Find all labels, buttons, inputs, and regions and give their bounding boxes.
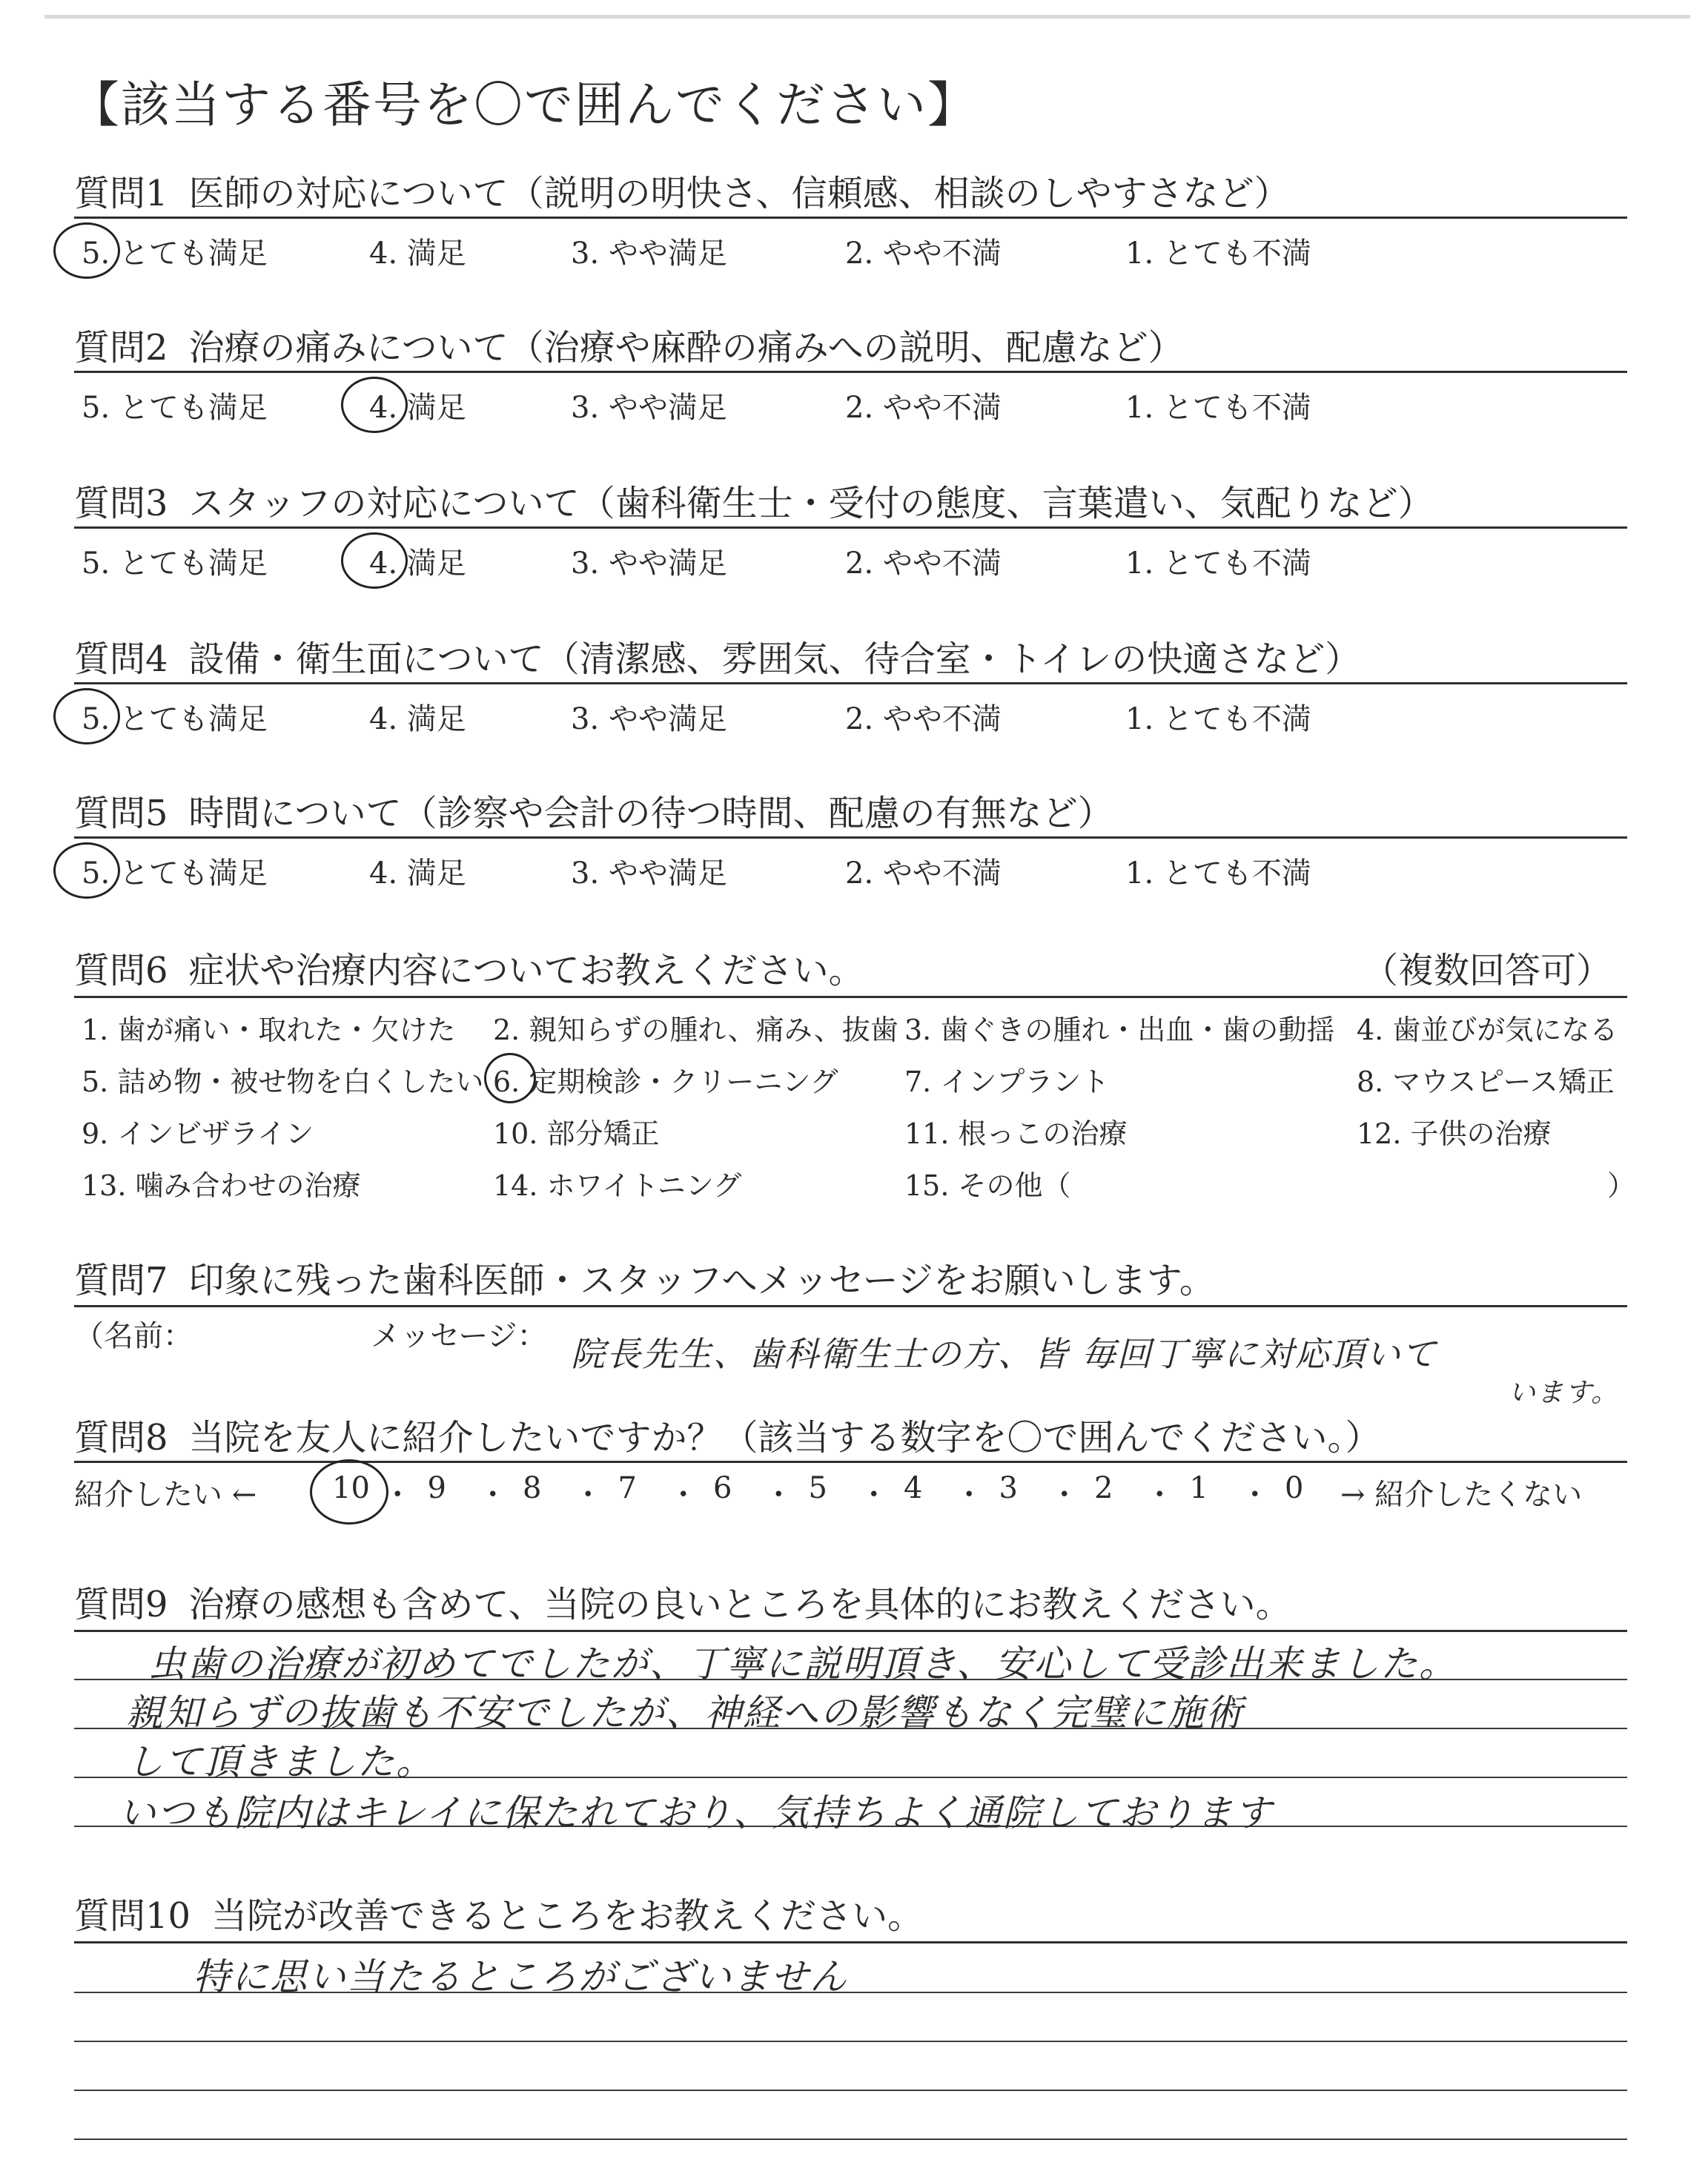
q10-number: 質問10 xyxy=(74,1895,191,1937)
q5-heading xyxy=(74,785,1113,836)
q3-option-5[interactable]: 5. とても満足 xyxy=(82,546,268,581)
q2-option-5[interactable]: 5. とても満足 xyxy=(82,391,268,425)
q4-heading xyxy=(74,630,1360,681)
q8-text: 当院を友人に紹介したいですか？（該当する数字を〇で囲んでください。） xyxy=(188,1417,1381,1459)
q2-heading xyxy=(74,319,1184,370)
q6-option-9[interactable]: 9. インビザライン xyxy=(82,1117,314,1150)
q2-option-1[interactable]: 1. とても不満 xyxy=(1125,391,1311,425)
q9-answer-line1: 虫歯の治療が初めてでしたが、丁寧に説明頂き、安心して受診出来ました。 xyxy=(148,1642,1457,1685)
q6-option-14[interactable]: 14. ホワイトニング xyxy=(493,1169,742,1202)
q6-option-8[interactable]: 8. マウスピース矯正 xyxy=(1357,1066,1615,1098)
q9-rule xyxy=(74,1630,1627,1632)
q3-option-1[interactable]: 1. とても不満 xyxy=(1125,546,1311,581)
q2-text: 治療の痛みについて（治療や麻酔の痛みへの説明、配慮など） xyxy=(188,327,1184,369)
q6-option-10[interactable]: 10. 部分矯正 xyxy=(493,1117,660,1150)
q3-text: スタッフの対応について（歯科衛生士・受付の態度、言葉遣い、気配りなど） xyxy=(188,483,1434,524)
q7-message-line2: います。 xyxy=(1509,1378,1620,1408)
q7-name-label: （名前： xyxy=(74,1319,193,1353)
q6-option-12[interactable]: 12. 子供の治療 xyxy=(1357,1117,1552,1150)
q8-scale-0[interactable]: 0 xyxy=(1285,1471,1304,1505)
q9-heading xyxy=(74,1576,1291,1627)
q8-separator: ・ xyxy=(954,1478,984,1512)
q4-option-4[interactable]: 4. 満足 xyxy=(369,702,466,736)
q2-rule xyxy=(74,371,1627,373)
q6-rule xyxy=(74,996,1627,998)
q2-number: 質問2 xyxy=(74,327,168,369)
q3-option-3[interactable]: 3. やや満足 xyxy=(571,546,727,581)
form-title: 【該当する番号を〇で囲んでください】 xyxy=(70,76,978,133)
q1-option-4[interactable]: 4. 満足 xyxy=(369,237,466,271)
q7-heading xyxy=(74,1252,1215,1303)
q7-message-label: メッセージ： xyxy=(371,1319,547,1353)
q10-line-3 xyxy=(74,2090,1627,2091)
q9-answer-line2: 親知らずの抜歯も不安でしたが、神経への影響もなく完璧に施術 xyxy=(126,1691,1244,1734)
q6-option-5[interactable]: 5. 詰め物・被せ物を白くしたい xyxy=(82,1066,484,1098)
q3-option-4[interactable]: 4. 満足 xyxy=(369,546,466,581)
q6-option-11[interactable]: 11. 根っこの治療 xyxy=(904,1117,1128,1150)
top-border xyxy=(44,15,1690,19)
q7-rule xyxy=(74,1305,1627,1307)
q5-text: 時間について（診察や会計の待つ時間、配慮の有無など） xyxy=(188,793,1113,834)
q7-message-line1: 院長先生、歯科衛生士の方、皆 毎回丁寧に対応頂いて xyxy=(571,1334,1437,1374)
q8-separator: ・ xyxy=(573,1478,603,1512)
q4-option-2[interactable]: 2. やや不満 xyxy=(845,702,1002,736)
q8-selection-circle xyxy=(310,1459,388,1525)
q4-option-5[interactable]: 5. とても満足 xyxy=(82,702,268,736)
q5-rule xyxy=(74,836,1627,839)
q3-number: 質問3 xyxy=(74,483,168,524)
q6-option-2[interactable]: 2. 親知らずの腫れ、痛み、抜歯 xyxy=(493,1014,898,1046)
q5-option-3[interactable]: 3. やや満足 xyxy=(571,856,727,891)
q6-note: （複数回答可） xyxy=(1363,950,1612,991)
q6-option-3[interactable]: 3. 歯ぐきの腫れ・出血・歯の動揺 xyxy=(904,1014,1335,1046)
q9-number: 質問9 xyxy=(74,1584,168,1625)
q10-line-4 xyxy=(74,2138,1627,2140)
q8-separator: ・ xyxy=(668,1478,698,1512)
q4-option-1[interactable]: 1. とても不満 xyxy=(1125,702,1311,736)
q8-scale-4[interactable]: 4 xyxy=(904,1471,923,1505)
q6-heading xyxy=(74,942,864,993)
q8-scale-10[interactable]: 10 xyxy=(332,1471,370,1505)
q8-separator: ・ xyxy=(1239,1478,1270,1512)
q8-scale-2[interactable]: 2 xyxy=(1094,1471,1113,1505)
q5-selection-circle xyxy=(53,842,120,899)
q1-rule xyxy=(74,217,1627,219)
q2-option-2[interactable]: 2. やや不満 xyxy=(845,391,1002,425)
q9-answer-line3: して頂きました。 xyxy=(126,1740,434,1783)
q1-text: 医師の対応について（説明の明快さ、信頼感、相談のしやすさなど） xyxy=(188,173,1290,214)
q8-separator: ・ xyxy=(1145,1478,1175,1512)
q7-number: 質問7 xyxy=(74,1260,168,1301)
q6-option-13[interactable]: 13. 噛み合わせの治療 xyxy=(82,1169,361,1202)
q5-option-1[interactable]: 1. とても不満 xyxy=(1125,856,1311,891)
q3-option-2[interactable]: 2. やや不満 xyxy=(845,546,1002,581)
q4-selection-circle xyxy=(53,688,120,744)
q5-option-5[interactable]: 5. とても満足 xyxy=(82,856,268,891)
q8-separator: ・ xyxy=(858,1478,889,1512)
q4-rule xyxy=(74,682,1627,684)
q10-heading xyxy=(74,1887,923,1938)
q8-separator: ・ xyxy=(764,1478,794,1512)
q5-number: 質問5 xyxy=(74,793,168,834)
q8-scale-6[interactable]: 6 xyxy=(713,1471,732,1505)
q8-scale-9[interactable]: 9 xyxy=(427,1471,446,1505)
q7-text: 印象に残った歯科医師・スタッフへメッセージをお願いします。 xyxy=(188,1260,1215,1301)
q6-option-7[interactable]: 7. インプラント xyxy=(904,1066,1110,1098)
q8-separator: ・ xyxy=(1049,1478,1079,1512)
q3-heading xyxy=(74,475,1434,526)
q8-number: 質問8 xyxy=(74,1417,168,1459)
q8-scale-7[interactable]: 7 xyxy=(618,1471,637,1505)
q10-rule xyxy=(74,1941,1627,1943)
q8-left-label: 紹介したい ← xyxy=(74,1478,257,1512)
q2-option-4[interactable]: 4. 満足 xyxy=(369,391,466,425)
q1-selection-circle xyxy=(53,222,120,279)
q1-option-1[interactable]: 1. とても不満 xyxy=(1125,237,1311,271)
q3-rule xyxy=(74,526,1627,529)
q5-option-2[interactable]: 2. やや不満 xyxy=(845,856,1002,891)
q6-option-4[interactable]: 4. 歯並びが気になる xyxy=(1357,1014,1618,1046)
q8-scale-5[interactable]: 5 xyxy=(808,1471,827,1505)
q8-scale-1[interactable]: 1 xyxy=(1189,1471,1208,1505)
q6-selection-circle xyxy=(484,1053,536,1103)
q10-line-2 xyxy=(74,2041,1627,2042)
q8-right-label: → 紹介したくない xyxy=(1340,1478,1583,1512)
q6-other-close-paren: ） xyxy=(1607,1169,1636,1202)
q3-selection-circle xyxy=(341,532,408,589)
q8-separator: ・ xyxy=(383,1478,413,1512)
q8-separator: ・ xyxy=(477,1478,508,1512)
q8-heading xyxy=(74,1409,1381,1460)
q8-scale-3[interactable]: 3 xyxy=(999,1471,1018,1505)
q1-heading xyxy=(74,165,1290,216)
q9-answer-line4: いつも院内はキレイに保たれており、気持ちよく通院しております xyxy=(119,1791,1273,1834)
q10-answer: 特に思い当たるところがございません xyxy=(193,1955,848,1998)
q1-number: 質問1 xyxy=(74,173,168,214)
q4-number: 質問4 xyxy=(74,638,168,680)
q1-option-2[interactable]: 2. やや不満 xyxy=(845,237,1002,271)
q4-option-3[interactable]: 3. やや満足 xyxy=(571,702,727,736)
q6-text: 症状や治療内容についてお教えください。 xyxy=(188,950,864,991)
q4-text: 設備・衛生面について（清潔感、雰囲気、待合室・トイレの快適さなど） xyxy=(188,638,1361,680)
q6-option-15[interactable]: 15. その他（ xyxy=(904,1169,1071,1202)
q10-text: 当院が改善できるところをお教えください。 xyxy=(211,1895,924,1937)
q1-option-3[interactable]: 3. やや満足 xyxy=(571,237,727,271)
q2-option-3[interactable]: 3. やや満足 xyxy=(571,391,727,425)
q6-option-1[interactable]: 1. 歯が痛い・取れた・欠けた xyxy=(82,1014,456,1046)
q9-text: 治療の感想も含めて、当院の良いところを具体的にお教えください。 xyxy=(188,1584,1291,1625)
q5-option-4[interactable]: 4. 満足 xyxy=(369,856,466,891)
q2-selection-circle xyxy=(341,377,408,433)
q6-number: 質問6 xyxy=(74,950,168,991)
q1-option-5[interactable]: 5. とても満足 xyxy=(82,237,268,271)
q8-rule xyxy=(74,1461,1627,1463)
q8-scale-8[interactable]: 8 xyxy=(523,1471,542,1505)
q6-option-6[interactable]: 6. 定期検診・クリーニング xyxy=(493,1066,838,1098)
